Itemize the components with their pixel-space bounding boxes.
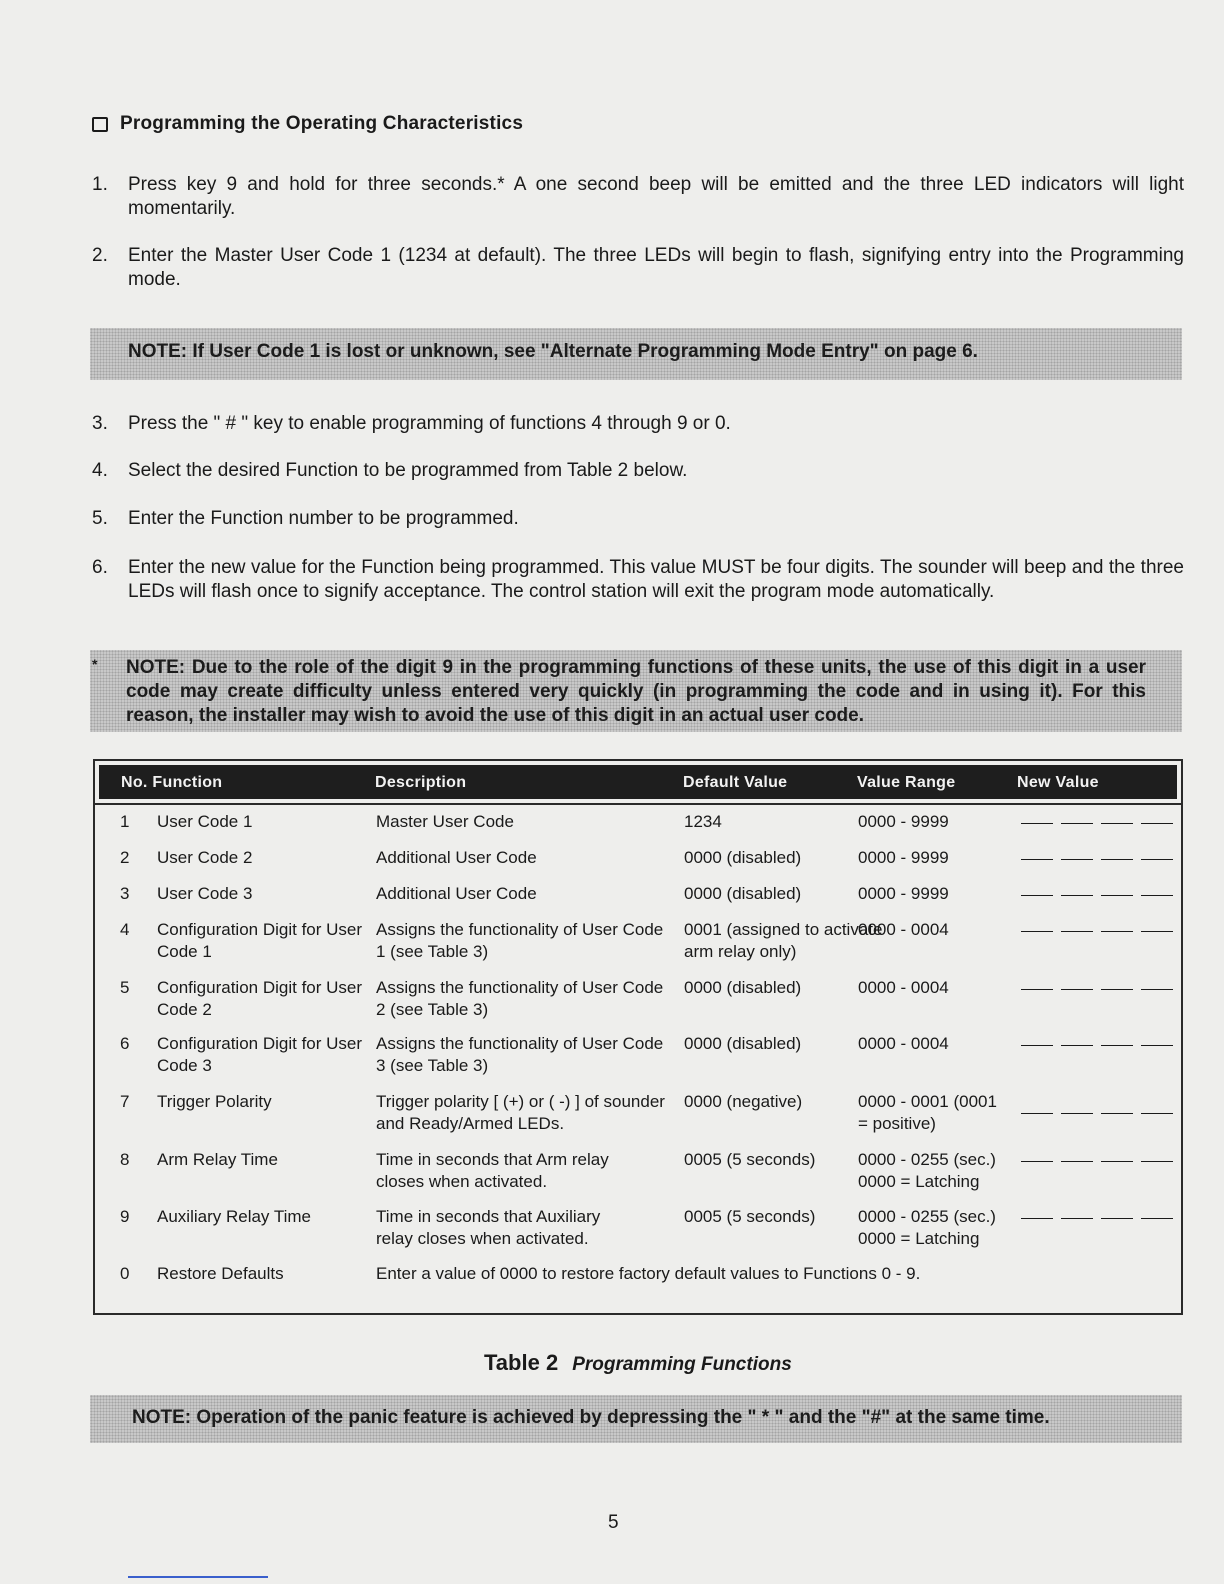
step-text: Enter the Function number to be programmed. [128, 508, 519, 529]
step-6: 6. Enter the new value for the Function being programmed. This value MUST be four digits. The sounder will beep and the three LEDs will flash once to signify acceptance. The control station will exit the program mode automatically. [92, 557, 1184, 602]
header-default-value: Default Value [683, 774, 788, 791]
header-divider [95, 803, 1181, 805]
checkbox-icon [92, 117, 108, 132]
caption-title: Programming Functions [572, 1354, 792, 1375]
step-text: Enter the Master User Code 1 (1234 at default). The three LEDs will begin to flash, signifying entry into the Programming mode. [128, 245, 1184, 290]
caption-label: Table 2 [484, 1350, 559, 1375]
step-text: Press the " # " key to enable programming of functions 4 through 9 or 0. [128, 413, 731, 434]
section-heading [92, 113, 523, 135]
step-2: 2. Enter the Master User Code 1 (1234 at default). The three LEDs will begin to flash, signifying entry into the Programming mode. [92, 245, 1184, 290]
step-text: Enter the new value for the Function being programmed. This value MUST be four digits. The sounder will beep and the three LEDs will flash once to signify acceptance. The control station will exit the program mode automatically. [128, 557, 1184, 602]
step-text: Press key 9 and hold for three seconds.* A one second beep will be emitted and the three LED indicators will light momentarily. [128, 174, 1184, 219]
step-1: 1. Press key 9 and hold for three seconds.* A one second beep will be emitted and the three LED indicators will light momentarily. [92, 174, 1184, 219]
header-value-range: Value Range [857, 774, 956, 791]
note-lost-code: NOTE: If User Code 1 is lost or unknown, see "Alternate Programming Mode Entry" on page 6. [90, 328, 1182, 380]
table-header [99, 765, 1177, 799]
table-caption [484, 1350, 792, 1376]
header-no-function: No. Function [121, 774, 223, 791]
footer-rule [128, 1576, 268, 1578]
programming-functions-table: No. Function Description Default Value Value Range New Value 1 User Code 1 Master User Code 1234 0000 - 9999 2 User Code 2 Additional User Code 0000 (disabled) 0000 - 9999 3 User Code 3 Additional User Code 0000 (disabled) 0000 - 9999 4 Configuration Digit for User Code 1 Assigns the functionality of User Code 1 (see Table 3) 0001 (assigned to activate arm relay only) 0000 - 0004 5 Configuration Digit for User Code 2 Assigns the functionality of User Code 2 (see Table 3) 0000 (disabled) 0000 - 0004 6 Configuration Digit for User Code 3 Assigns the functionality of User Code 3 (see Table 3) 0000 (disabled) 0000 - 0004 7 Trigger Polarity Trigger polarity [ (+) or ( -) ] of sounder and Ready/Armed LEDs. 0000 (negative) 0000 - 0001 (0001 = positive) 8 Arm Relay Time Time in seconds that Arm relay closes when activated. 0005 (5 seconds) 0000 - 0255 (sec.) 0000 = Latching 9 Auxiliary Relay Time Time in seconds that Auxiliary relay closes when activated. 0005 (5 seconds) 0000 - 0255 (sec.) 0000 = Latching 0 Restore Defaults Enter a value of 0000 to restore factory default values to Functions 0 - 9. [93, 759, 1183, 1315]
step-5: 5. Enter the Function number to be programmed. [92, 507, 1184, 531]
asterisk-mark: * [92, 656, 98, 672]
note-panic: NOTE: Operation of the panic feature is achieved by depressing the " * " and the "#" at the same time. [90, 1395, 1182, 1443]
step-text: Select the desired Function to be programmed from Table 2 below. [128, 460, 688, 481]
header-description: Description [375, 774, 467, 791]
note-digit-nine: NOTE: Due to the role of the digit 9 in the programming functions of these units, the use of this digit in a user code may create difficulty unless entered very quickly (in programming the code and in using it). For this reason, the installer may wish to avoid the use of this digit in an actual user code. [90, 650, 1182, 732]
step-4: 4. Select the desired Function to be programmed from Table 2 below. [92, 459, 1184, 483]
step-3: 3. Press the " # " key to enable programming of functions 4 through 9 or 0. [92, 412, 1184, 436]
section-heading-text: Programming the Operating Characteristics [120, 113, 524, 134]
header-new-value: New Value [1017, 774, 1099, 791]
page-number: 5 [608, 1512, 619, 1533]
